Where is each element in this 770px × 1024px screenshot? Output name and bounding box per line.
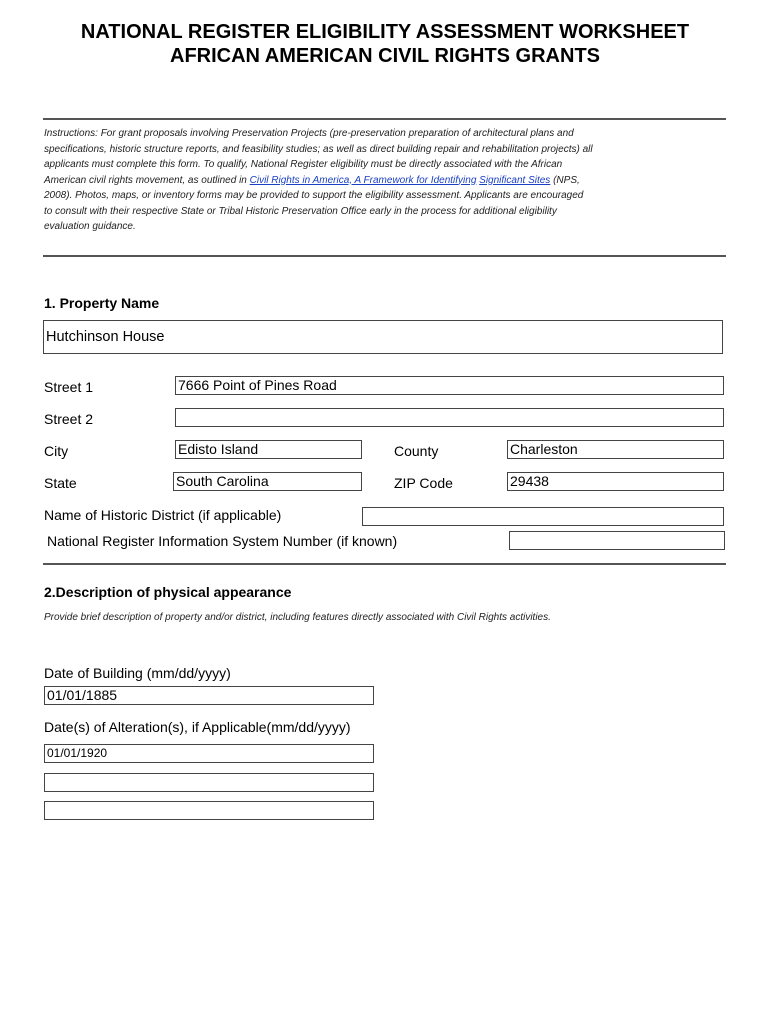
instructions-line: American civil rights movement, as outlined in Civil Rights in America, A Framework for Identifying Significant Sites (NPS, [44,174,580,186]
street2-field[interactable] [175,408,724,427]
alteration-date-field-2[interactable] [44,773,374,792]
nris-field[interactable] [509,531,725,550]
instructions-line: Instructions: For grant proposals involving Preservation Projects (pre-preservation preparation of architectural plans and [44,128,574,139]
state-label: State [44,475,77,491]
city-field[interactable]: Edisto Island [175,440,362,459]
district-field[interactable] [362,507,724,526]
section2-heading: 2.Description of physical appearance [44,584,292,600]
alteration-date-field-3[interactable] [44,801,374,820]
street2-label: Street 2 [44,411,94,427]
date-building-field[interactable]: 01/01/1885 [44,686,374,705]
instructions-line: applicants must complete this form. To qualify, National Register eligibility must be directly associated with the African [44,159,563,170]
street1-label: Street 1 [44,379,94,395]
divider [43,255,726,257]
street1-field[interactable]: 7666 Point of Pines Road [175,376,724,395]
zip-field[interactable]: 29438 [507,472,724,491]
instructions [44,126,704,235]
property-name-field[interactable]: Hutchinson House [43,320,723,354]
instructions-line: to consult with their respective State or Tribal Historic Preservation Office early in the process for additional eligibility [44,205,557,217]
divider [43,563,726,565]
framework-link[interactable]: Civil Rights in America, A Framework for Identifying [249,174,477,186]
instructions-line: evaluation guidance. [44,221,136,232]
state-field[interactable]: South Carolina [173,472,362,491]
form-title-line2: AFRICAN AMERICAN CIVIL RIGHTS GRANTS [170,45,600,67]
description-hint: Provide brief description of property and/or district, including features directly associated with Civil Rights activities. [44,612,551,623]
date-building-label: Date of Building (mm/dd/yyyy) [44,665,231,681]
district-label: Name of Historic District (if applicable) [44,507,282,523]
county-label: County [394,443,439,459]
zip-label: ZIP Code [394,475,453,491]
nris-label: National Register Information System Number (if known) [47,533,398,549]
section1-heading: 1. Property Name [44,295,160,311]
instructions-line: specifications, historic structure reports, and feasibility studies; as well as direct building repair and rehabilitation projects) all [44,143,593,155]
county-field[interactable]: Charleston [507,440,724,459]
divider [43,118,726,120]
alterations-label: Date(s) of Alteration(s), if Applicable(mm/dd/yyyy) [44,719,351,735]
city-label: City [44,443,69,459]
instructions-line: 2008). Photos, maps, or inventory forms may be provided to support the eligibility assessment. Applicants are encouraged [44,190,584,201]
alteration-date-field-1[interactable]: 01/01/1920 [44,744,374,763]
significant-sites-link[interactable]: Significant Sites [479,174,551,186]
form-title-line1: NATIONAL REGISTER ELIGIBILITY ASSESSMENT WORKSHEET [80,21,690,43]
